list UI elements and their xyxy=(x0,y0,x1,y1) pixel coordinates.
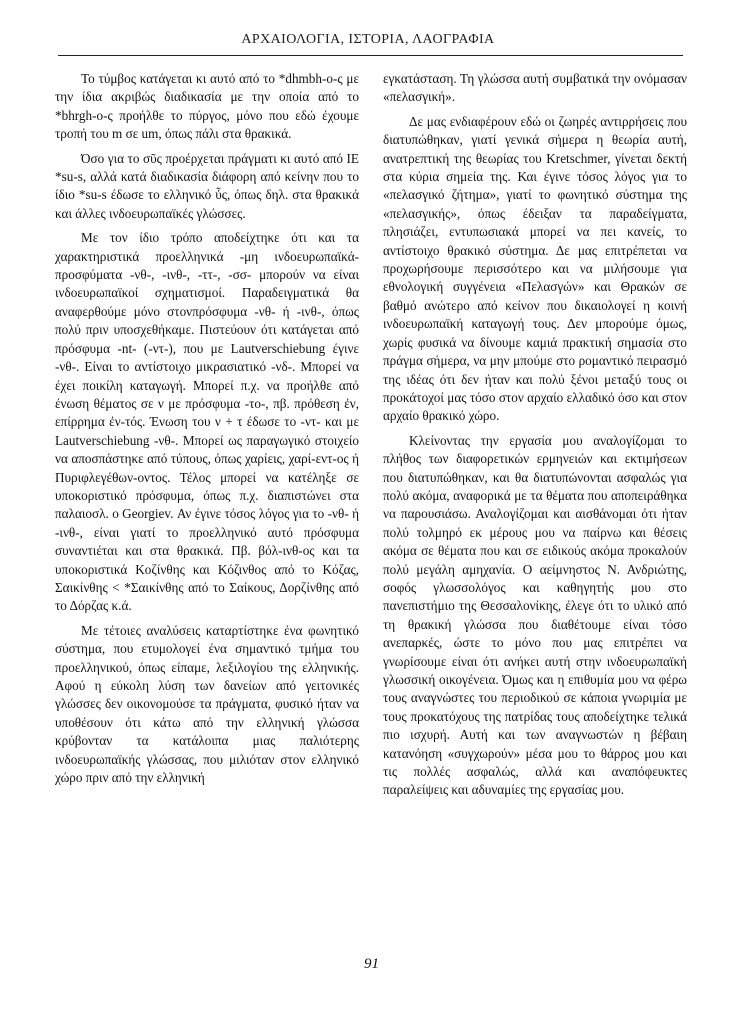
left-column xyxy=(55,70,359,793)
running-header: ΑΡΧΑΙΟΛΟΓΙΑ, ΙΣΤΟΡΙΑ, ΛΑΟΓΡΑΦΙΑ xyxy=(241,32,495,47)
header-rule xyxy=(58,55,683,56)
paragraph: Όσο για το σῦς προέρχεται πράγματι κι αυτό από ΙΕ *su-s, αλλά κατά διαδικασία διάφορη από κείνην που το ίδιο *su-s έδωσε το ελληνικό ὗς, όπως δηλ. στα θρακικά και άλλες ινδοευρωπαϊκές γλώσσες. xyxy=(55,150,359,221)
paragraph: Με τον ίδιο τρόπο αποδείχτηκε ότι και τα χαρακτηριστικά προελληνικά -μη ινδοευρωπαϊκά-προσφύματα -νθ-, -ινθ-, -ττ-, -σσ- μπορούν να είναι ινδοευρωπαϊκοί σχηματισμοί. Παραδειγματικά θα αναφερθούμε μόνο στονπρόσφυμα -νθ- ή -ινθ-, όπως πολύ πριν υποσχεθήκαμε. Πιστεύουν ότι κατάγεται από πρόσφυμα -nt- (-ντ-), που με Lautverschiebung έγινε -νθ-. Είναι το αντίστοιχο μικρασιατικό -νδ-. Μπορεί να έχει ποικίλη καταγωγή. Μπορεί π.χ. να προήλθε από ένωση θέματος σε ν με πρόσφυμα -το-, πβ. πρόθεση ἐν, επίρρημα ἐν-τός. Ένωση του ν + τ έδωσε το -ντ- και με Lautverschiebung -νθ-. Μπορεί ως παραγωγικό στοιχείο να αποσπάστηκε από τύπους, όπως χαρίεις, χαρί-εντ-ος ή Πυριφλεγέθων-οντος. Τέλος μπορεί να κατέληξε σε υποκοριστικό πρόσφυμα, όπως π.χ. διαπιστώνει στα παλαιοσλ. ο Georgiev. Αν έγινε τόσος λόγος για το -νθ- ή -ινθ-, είναι γιατί το προελληνικό αυτό πρόσφυμα συναντιέται και στα θρακικά. Πβ. βόλ-ινθ-ος και τα υποκοριστικά Κοζίνθης και Κόζινθος από το Κόζας, Σαικίνθης < *Σαικίνθης από το Σαίκους, Δορζίνθης από το Δόρζας κ.ά. xyxy=(55,230,359,614)
paragraph: εγκατάσταση. Τη γλώσσα αυτή συμβατικά την ονόμασαν «πελασγική». xyxy=(383,71,687,105)
right-column xyxy=(383,70,687,806)
paragraph: Κλείνοντας την εργασία μου αναλογίζομαι το πλήθος των διαφορετικών ερμηνειών και εκτιμήσεων που διατυπώθηκαν, και θα διατυπώνονται ασφαλώς για πολύ ακόμα, αναφορικά με τα θέματα που αποπειράθηκα να παρουσιάσω. Αναλογίζομαι και αισθάνομαι ότι ήταν πολύ τολμηρό εκ μέρους μου να παίρνω και θέσεις ακόμα σε θέματα που και σε ειδικούς ακόμα προκαλούν πολύ μεγάλη αμηχανία. Ο αείμνηστος Ν. Ανδριώτης, σοφός γλωσσολόγος και καθηγητής μου στο πανεπιστήμιο της Θεσσαλονίκης, έλεγε ότι το υλικό από τη θρακική γλώσσα που διαθέτουμε είναι τόσο ανεπαρκές, ώστε το μόνο που μας επιτρέπει να γνωρίσουμε είναι ότι ανήκει αυτή στην ινδοευρωπαϊκή γλωσσική οικογένεια. Όμως και η επιθυμία μου να φέρω τους αναγνώστες του περιοδικού σε κάποια γνωριμία με τους προκατόχους της πατρίδας τους αποδείχτηκε τελικά πιο ισχυρή. Αυτή και των αναγνωστών η βέβαιη κατανόηση «συγχωρούν» μέσα μου το θάρρος μου και τις πολλές ασφαλώς, αλλά και αναπόφευκτες παραλείψεις και αδυναμίες της εργασίας μου. xyxy=(383,432,687,798)
paragraph: Το τύμβος κατάγεται κι αυτό από το *dhmbh-o-ς με την ίδια ακριβώς διαδικασία με την οποία από το *bhrgh-o-ς προήλθε το πύργος, μόνο που εδώ έχουμε τροπή του m σε um, όπως πάλι στα θρακικά. xyxy=(55,71,359,142)
paragraph: Με τέτοιες αναλύσεις καταρτίστηκε ένα φωνητικό σύστημα, που ετυμολογεί ένα σημαντικό τμήμα του προελληνικού, όπως είπαμε, λεξιλογίου της ελληνικής. Αφού η εύκολη λύση των δανείων από γειτονικές γλώσσες δεν οικονομούσε τα πράγματα, φυσικό ήταν να υποθέσουν ότι κάτω από την ελληνική γλώσσα κρύβονταν τα κατάλοιπα μιας παλιότερης ινδοευρωπαϊκής γλώσσας, που μιλιόταν στον ελληνικό χώρο πριν από την ελληνική xyxy=(55,622,359,786)
page-number: 91 xyxy=(364,956,379,972)
paragraph: Δε μας ενδιαφέρουν εδώ οι ζωηρές αντιρρήσεις που διατυπώθηκαν, γιατί γενικά σήμερα η θεωρία αυτή, ανατρεπτική της θεωρίας του Kretschmer, γίνεται δεκτή στα κύρια σημεία της. Και έγινε τόσος λόγος για το «πελασγικό ζήτημα», γιατί το φωνητικό σύστημα της «πελασγικής», όπως έδειξαν τα παραδείγματα, πλησιάζει, εντυπωσιακά μπορεί να πει κανείς, το αντίστοιχο θρακικό σύστημα. Δε μας επιτρέπεται να προχωρήσουμε περισσότερο και να μιλήσουμε για εθνολογική συγγένεια «Πελασγών» και Θρακών σε βαθμό ανώτερο από κείνον που δικαιολογεί η κοινή ινδοευρωπαϊκή καταγωγή τους. Δεν μπορούμε όμως, χωρίς φυσικά να δίνουμε καμιά πρακτική σημασία στο πράγμα σήμερα, να μην μπούμε στο ρομαντικό πειρασμό της ιδέας ότι δεν ήταν και πολύ ξένοι μεταξύ τους οι προκάτοχοί μας τόσο στον αρχαίο ελλαδικό όσο και στον αρχαίο θρακικό χώρο. xyxy=(383,113,687,424)
